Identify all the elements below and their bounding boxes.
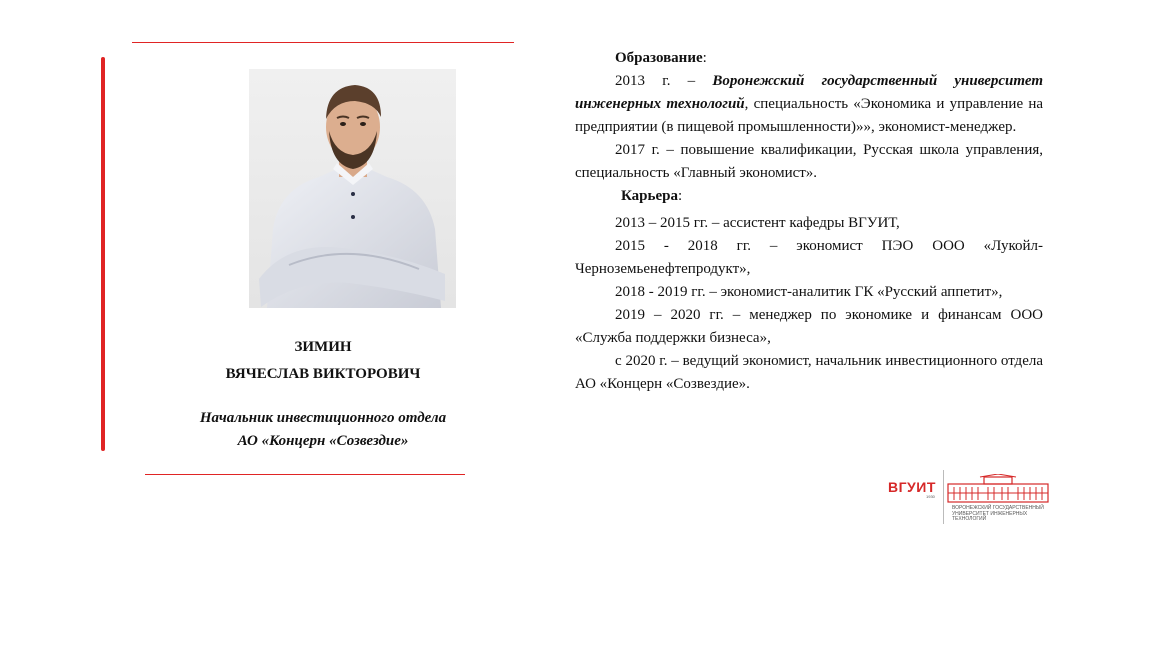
career-item: 2018 - 2019 гг. – экономист-аналитик ГК «Русский аппетит», — [615, 284, 1003, 300]
career-heading: Карьера: — [621, 188, 683, 204]
logo-year: 1930 — [926, 494, 935, 499]
portrait-photo — [249, 69, 456, 308]
career-item: 2019 – 2020 гг. – менеджер по экономике и финансам ООО «Служба поддержки бизнеса», — [575, 307, 1043, 346]
person-given-names: ВЯЧЕСЛАВ ВИКТОРОВИЧ — [225, 366, 421, 382]
education-item-2: 2017 г. – повышение квалификации, Русская школа управления, специальность «Главный экономист». — [575, 142, 1043, 181]
person-surname: ЗИМИН — [294, 339, 352, 355]
career-item: с 2020 г. – ведущий экономист, начальник инвестиционного отдела АО «Концерн «Созвездие». — [575, 353, 1043, 392]
logo-caption: ВОРОНЕЖСКИЙ ГОСУДАРСТВЕННЫЙ УНИВЕРСИТЕТ ИНЖЕНЕРНЫХ ТЕХНОЛОГИЙ — [952, 505, 1044, 522]
position-line-2: АО «Концерн «Созвездие» — [237, 433, 409, 449]
career-item: 2015 - 2018 гг. – экономист ПЭО ООО «Лукойл-Черноземьенефтепродукт», — [575, 238, 1043, 277]
left-accent-bar — [101, 57, 105, 451]
university-name: Воронежский государственный университет инженерных технологий — [575, 73, 1043, 112]
bio-text — [575, 47, 1043, 396]
university-building-icon — [946, 474, 1050, 504]
top-divider — [132, 42, 514, 43]
education-heading: Образование: — [615, 50, 707, 66]
education-item-1: 2013 г. – Воронежский государственный университет инженерных технологий, специальность «Экономика и управление на предприятии (в пищевой промышленности)»», экономист-менеджер. — [575, 73, 1044, 135]
position-line-1: Начальник инвестиционного отдела — [199, 410, 447, 426]
university-logo — [888, 470, 1053, 526]
career-item: 2013 – 2015 гг. – ассистент кафедры ВГУИТ, — [615, 215, 900, 231]
bottom-divider — [145, 474, 465, 475]
person-portrait-icon — [249, 69, 456, 308]
logo-separator — [943, 470, 944, 524]
logo-wordmark: ВГУИТ — [888, 479, 936, 495]
